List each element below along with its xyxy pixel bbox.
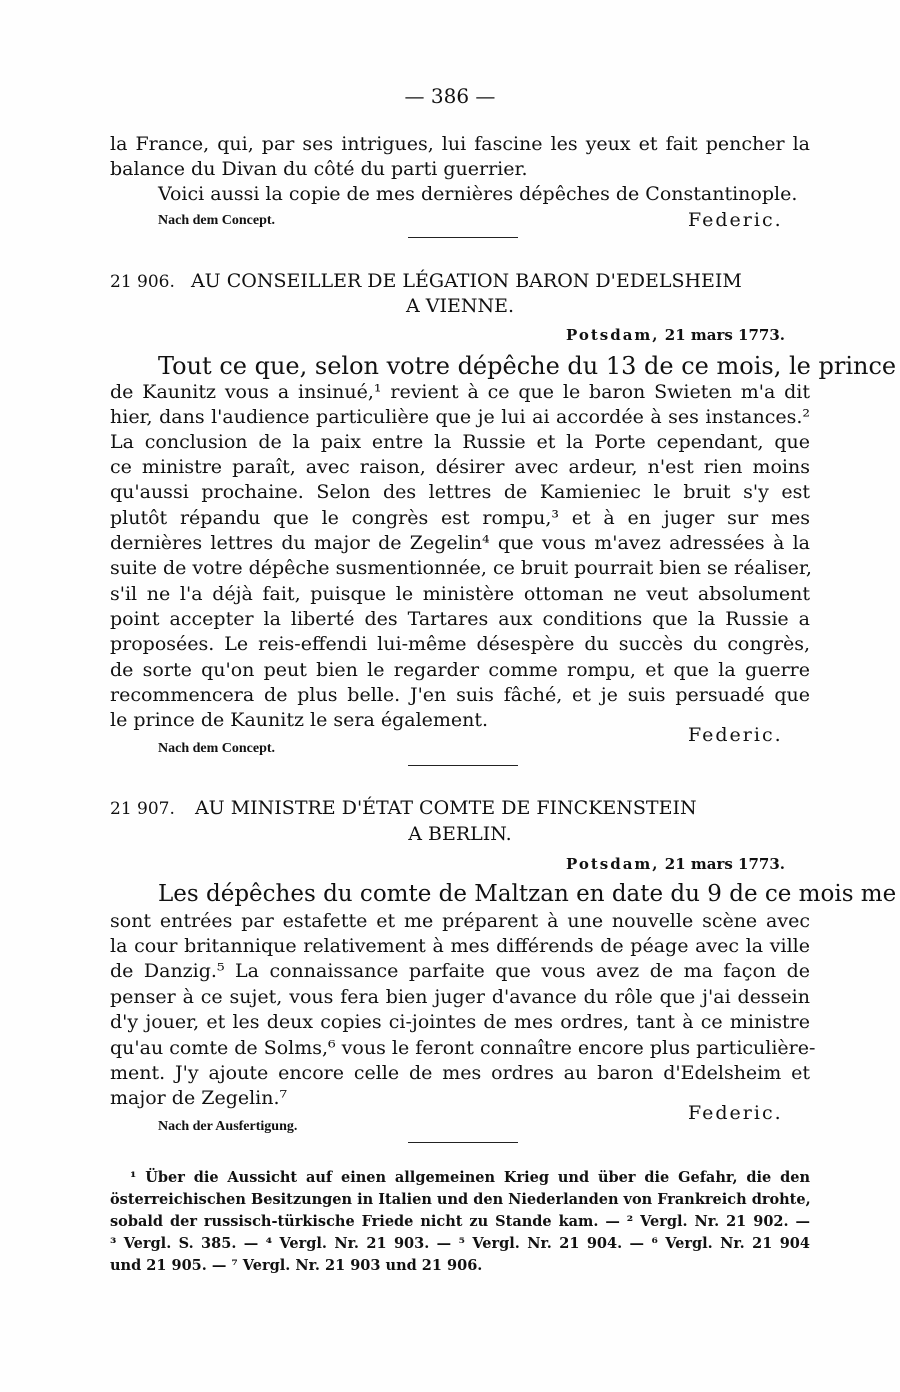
text-line: La conclusion de la paix entre la Russie et la Porte cependant, que [110,431,810,453]
text-line: recommencera de plus belle. J'en suis fâché, et je suis persuadé que [110,684,810,706]
text-line: proposées. Le reis-effendi lui-même désespère du succès du congrès, [110,633,810,655]
footnote-line: österreichischen Besitzungen in Italien und den Niederlanden von Frankreich drohte, [110,1191,811,1208]
text-line: de Kaunitz vous a insinué,¹ revient à ce que le baron Swieten m'a dit [110,381,810,403]
text-line [158,881,897,908]
date: 21 mars 1773. [664,855,785,873]
divider [408,237,518,238]
footnote-line: sobald der russisch-türkische Friede nicht zu Stande kam. — ² Vergl. Nr. 21 902. — [110,1213,810,1230]
source-note: Nach dem Concept. [158,741,276,756]
date: 21 mars 1773. [664,326,785,344]
text-line: ce ministre paraît, avec raison, désirer avec ardeur, n'est rien moins [110,456,810,478]
footnote-line: ¹ Über die Aussicht auf einen allgemeinen Krieg und über die Gefahr, die den [130,1169,810,1186]
page-number: — 386 — [404,84,496,108]
place: Potsdam, [565,855,660,873]
text-line: qu'aussi prochaine. Selon des lettres de Kamieniec le bruit s'y est [110,481,810,503]
signature: Federic. [688,1102,783,1124]
heading-destination: A BERLIN. [408,823,512,845]
source-note: Nach dem Concept. [158,213,276,228]
text-line: qu'au comte de Solms,⁶ vous le feront connaître encore plus particulière- [110,1037,816,1059]
place: Potsdam, [565,326,660,344]
letter-number: 21 907. [110,799,175,819]
text-line: d'y jouer, et les deux copies ci-jointes de mes ordres, tant à ce ministre [110,1011,810,1033]
heading-line: AU MINISTRE D'ÉTAT COMTE DE FINCKENSTEIN [194,797,697,819]
text-line: suite de votre dépêche susmentionnée, ce bruit pourrait bien se réaliser, [110,557,812,579]
letter-number: 21 906. [110,272,175,292]
text-line: Voici aussi la copie de mes dernières dépêches de Constantinople. [158,183,798,205]
text-line: le prince de Kaunitz le sera également. [110,709,489,731]
divider [408,1142,518,1143]
text-line: de Danzig.⁵ La connaissance parfaite que vous avez de ma façon de [110,960,810,982]
text-line: plutôt répandu que le congrès est rompu,³ et à en juger sur mes [110,507,810,529]
heading-line: AU CONSEILLER DE LÉGATION BARON D'EDELSHEIM [190,270,742,292]
letter-heading [110,797,810,819]
text-line: dernières lettres du major de Zegelin⁴ que vous m'avez adressées à la [110,532,810,554]
footnote-line: ³ Vergl. S. 385. — ⁴ Vergl. Nr. 21 903. — ⁵ Vergl. Nr. 21 904. — ⁶ Vergl. Nr. 21 904 [110,1235,810,1252]
text-line: ment. J'y ajoute encore celle de mes ordres au baron d'Edelsheim et [110,1062,810,1084]
text-line: s'il ne l'a déjà fait, puisque le ministère ottoman ne veut absolument [110,583,810,605]
text-line: major de Zegelin.⁷ [110,1087,288,1109]
text-line-content: Tout ce que, selon votre dépêche du 13 de ce mois, le prince [158,352,897,380]
signature: Federic. [688,724,783,746]
signature: Federic. [688,209,783,231]
text-line: la France, qui, par ses intrigues, lui fascine les yeux et fait pencher la [110,133,810,155]
text-line [158,352,897,381]
text-line: hier, dans l'audience particulière que je lui ai accordée à ses instances.² [110,406,810,428]
divider [408,765,518,766]
text-line: la cour britannique relativement à mes différends de péage avec la ville [110,935,810,957]
place-date [566,855,785,873]
text-line: de sorte qu'on peut bien le regarder comme rompu, et que la guerre [110,659,810,681]
source-note: Nach der Ausfertigung. [158,1119,298,1134]
text-line: point accepter la liberté des Tartares aux conditions que la Russie a [110,608,810,630]
text-line: balance du Divan du côté du parti guerrier. [110,158,528,180]
footnote-line: und 21 905. — ⁷ Vergl. Nr. 21 903 und 21 906. [110,1257,483,1274]
place-date [566,326,785,344]
text-line: penser à ce sujet, vous fera bien juger d'avance du rôle que j'ai dessein [110,986,810,1008]
letter-heading [110,270,810,292]
text-line: sont entrées par estafette et me préparent à une nouvelle scène avec [110,910,810,932]
text-line-content: Les dépêches du comte de Maltzan en date du 9 de ce mois me [158,881,897,907]
heading-destination: A VIENNE. [405,295,515,317]
